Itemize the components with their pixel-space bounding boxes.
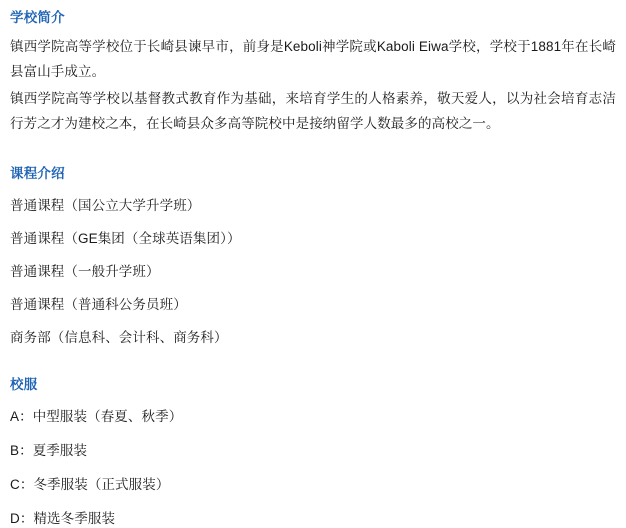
section-heading-school-intro: 学校简介 <box>10 10 65 25</box>
section-school-intro <box>10 8 616 136</box>
list-item: 普通课程（国公立大学升学班） <box>10 198 201 213</box>
list-item: 普通课程（GE集团（全球英语集团）） <box>10 231 241 246</box>
list-item: B：夏季服装 <box>10 443 88 458</box>
list-item: 普通课程（一般升学班） <box>10 264 160 279</box>
section-course-intro <box>10 164 616 347</box>
list-item: A：中型服装（春夏、秋季） <box>10 409 183 424</box>
list-item: 商务部（信息科、会计科、商务科） <box>10 330 228 345</box>
list-item: 普通课程（普通科公务员班） <box>10 297 187 312</box>
section-heading-course-intro: 课程介绍 <box>10 166 65 181</box>
list-item: D：精选冬季服装 <box>10 511 116 526</box>
section-divider-space-1 <box>10 136 616 164</box>
uniform-list <box>10 407 616 528</box>
list-item: C：冬季服装（正式服装） <box>10 477 170 492</box>
section-uniform <box>10 375 616 528</box>
section-heading-uniform: 校服 <box>10 377 38 392</box>
school-intro-paragraph-2: 镇西学院高等学校以基督教式教育作为基础，来培育学生的人格素养，敬天爱人，以为社会培育志洁行芳之才为建校之本，在长崎县众多高等院校中是接纳留学人数最多的高校之一。 <box>10 91 616 131</box>
course-list <box>10 196 616 347</box>
school-intro-paragraph-1: 镇西学院高等学校位于长崎县谏早市，前身是Keboli神学院或Kaboli Eiwa学校，学校于1881年在长崎县富山手成立。 <box>10 39 616 79</box>
section-divider-space-2 <box>10 347 616 375</box>
